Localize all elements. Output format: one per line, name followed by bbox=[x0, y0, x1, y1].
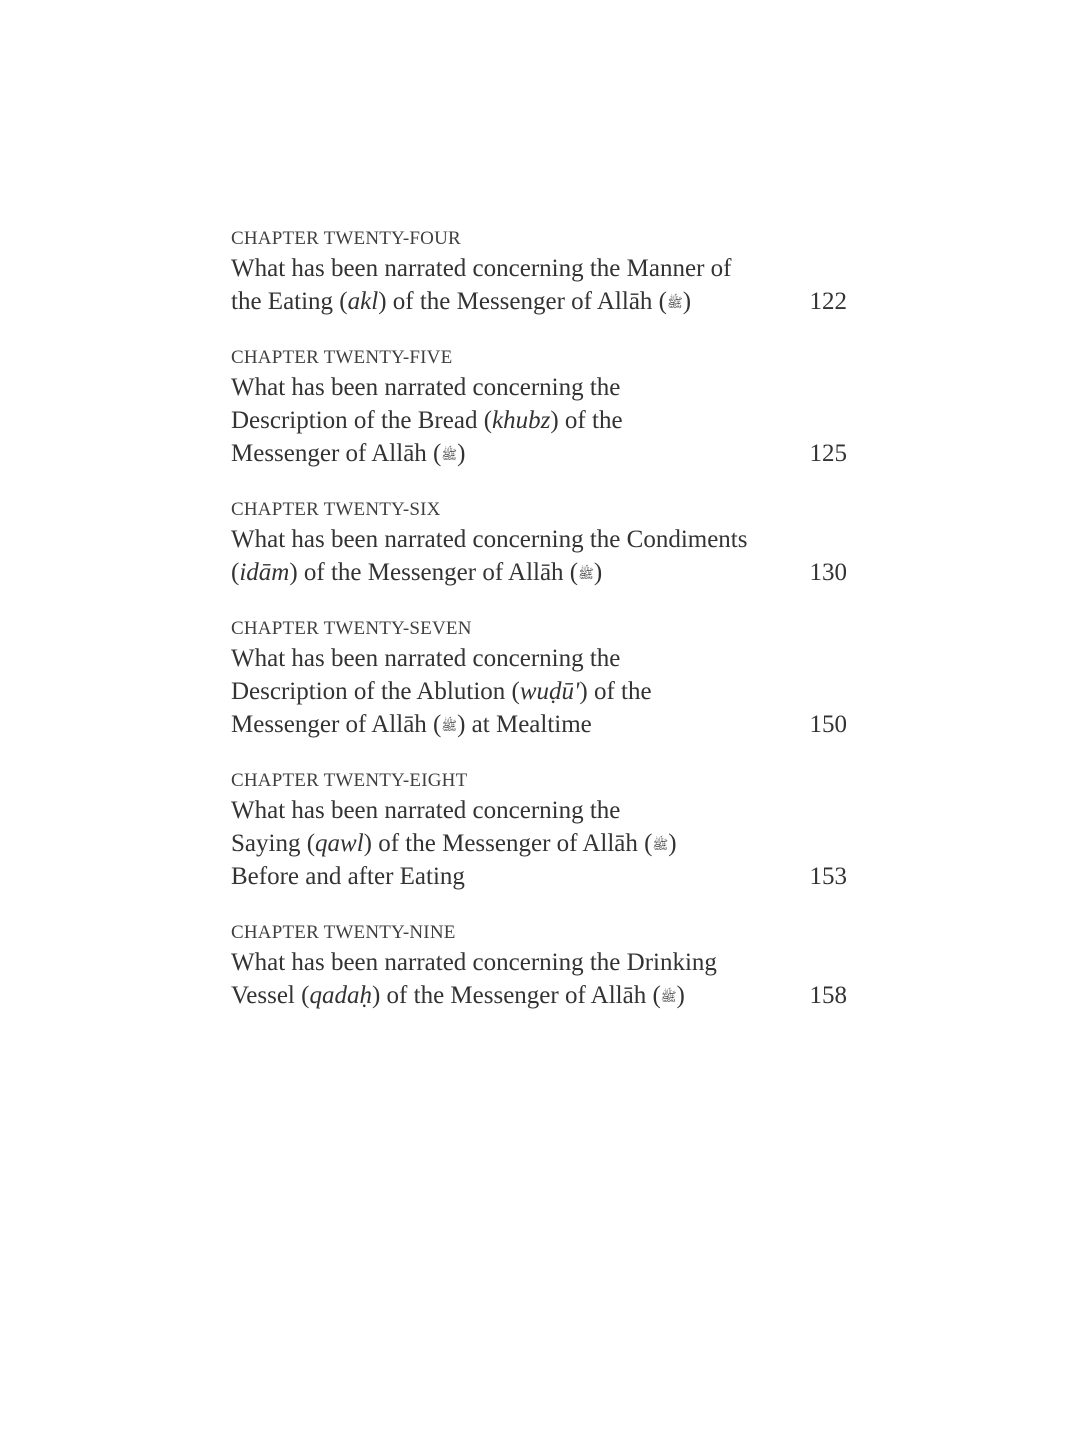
page-number: 150 bbox=[809, 711, 847, 738]
title-text: ) of the Messenger of Allāh ( bbox=[289, 559, 579, 586]
title-text: ) bbox=[682, 288, 692, 315]
title-text: ) of the Messenger of Allāh ( bbox=[363, 830, 653, 857]
title-text: Saying ( bbox=[231, 830, 316, 857]
chapter-title-line bbox=[231, 523, 796, 556]
chapter-label: CHAPTER TWENTY-FIVE bbox=[231, 347, 453, 368]
title-text: What has been narrated concerning the bbox=[231, 645, 621, 672]
arabic-term: wuḍū' bbox=[519, 678, 580, 705]
title-text: ) of the Messenger of Allāh ( bbox=[371, 982, 661, 1009]
chapter-title-line bbox=[231, 946, 796, 979]
title-text: What has been narrated concerning the Drinking bbox=[231, 949, 717, 976]
title-text: ) of the Messenger of Allāh ( bbox=[378, 288, 667, 315]
toc-entry[interactable] bbox=[231, 345, 847, 470]
arabic-term: qadaḥ bbox=[309, 982, 372, 1009]
title-text: the Eating ( bbox=[231, 288, 348, 315]
salutation-icon: ﷺ bbox=[578, 566, 594, 581]
chapter-title-line bbox=[231, 371, 796, 404]
title-text: ) of the bbox=[550, 407, 623, 434]
title-text: Messenger of Allāh ( bbox=[231, 711, 442, 738]
title-text: Before and after Eating bbox=[231, 863, 465, 890]
page-number: 122 bbox=[809, 288, 847, 315]
toc-entry[interactable] bbox=[231, 920, 847, 1012]
title-text: ( bbox=[231, 559, 240, 586]
chapter-label: CHAPTER TWENTY-EIGHT bbox=[231, 770, 468, 791]
page-number: 158 bbox=[809, 982, 847, 1009]
title-text: ) bbox=[593, 559, 603, 586]
title-text: What has been narrated concerning the bbox=[231, 374, 621, 401]
title-text: What has been narrated concerning the Manner of bbox=[231, 255, 732, 282]
table-of-contents bbox=[231, 226, 847, 1039]
chapter-title-line bbox=[231, 979, 796, 1012]
chapter-title-line bbox=[231, 860, 796, 893]
chapter-title-line bbox=[231, 794, 796, 827]
salutation-icon: ﷺ bbox=[660, 989, 677, 1004]
toc-entry[interactable] bbox=[231, 768, 847, 893]
chapter-label: CHAPTER TWENTY-SIX bbox=[231, 499, 441, 520]
toc-entry[interactable] bbox=[231, 616, 847, 741]
chapter-label: CHAPTER TWENTY-SEVEN bbox=[231, 618, 472, 639]
chapter-title-line bbox=[231, 285, 796, 318]
title-text: What has been narrated concerning the bbox=[231, 797, 621, 824]
title-text: ) at Mealtime bbox=[457, 711, 592, 738]
toc-entry[interactable] bbox=[231, 226, 847, 318]
chapter-title-line bbox=[231, 708, 796, 741]
chapter-label: CHAPTER TWENTY-FOUR bbox=[231, 228, 461, 249]
title-text: Vessel ( bbox=[231, 982, 310, 1009]
arabic-term: qawl bbox=[315, 830, 364, 857]
title-text: ) of the bbox=[579, 678, 652, 705]
salutation-icon: ﷺ bbox=[441, 447, 458, 462]
title-text: ) bbox=[457, 440, 466, 467]
chapter-title-line bbox=[231, 827, 796, 860]
chapter-label: CHAPTER TWENTY-NINE bbox=[231, 922, 456, 943]
page-number: 153 bbox=[809, 863, 847, 890]
salutation-icon: ﷺ bbox=[667, 295, 683, 310]
chapter-title-line bbox=[231, 252, 796, 285]
title-text: ) bbox=[676, 982, 685, 1009]
salutation-icon: ﷺ bbox=[441, 718, 458, 733]
toc-entry[interactable] bbox=[231, 497, 847, 589]
chapter-title-line bbox=[231, 404, 796, 437]
arabic-term: akl bbox=[347, 288, 379, 315]
chapter-title-line bbox=[231, 675, 796, 708]
chapter-title-line bbox=[231, 556, 796, 589]
salutation-icon: ﷺ bbox=[652, 837, 669, 852]
title-text: What has been narrated concerning the Condiments bbox=[231, 526, 748, 553]
arabic-term: khubz bbox=[492, 407, 551, 434]
title-text: Description of the Ablution ( bbox=[231, 678, 520, 705]
title-text: ) bbox=[668, 830, 677, 857]
page-number: 125 bbox=[809, 440, 847, 467]
arabic-term: idām bbox=[239, 559, 290, 586]
chapter-title-line bbox=[231, 437, 796, 470]
page-number: 130 bbox=[809, 559, 847, 586]
chapter-title-line bbox=[231, 642, 796, 675]
title-text: Description of the Bread ( bbox=[231, 407, 493, 434]
title-text: Messenger of Allāh ( bbox=[231, 440, 442, 467]
